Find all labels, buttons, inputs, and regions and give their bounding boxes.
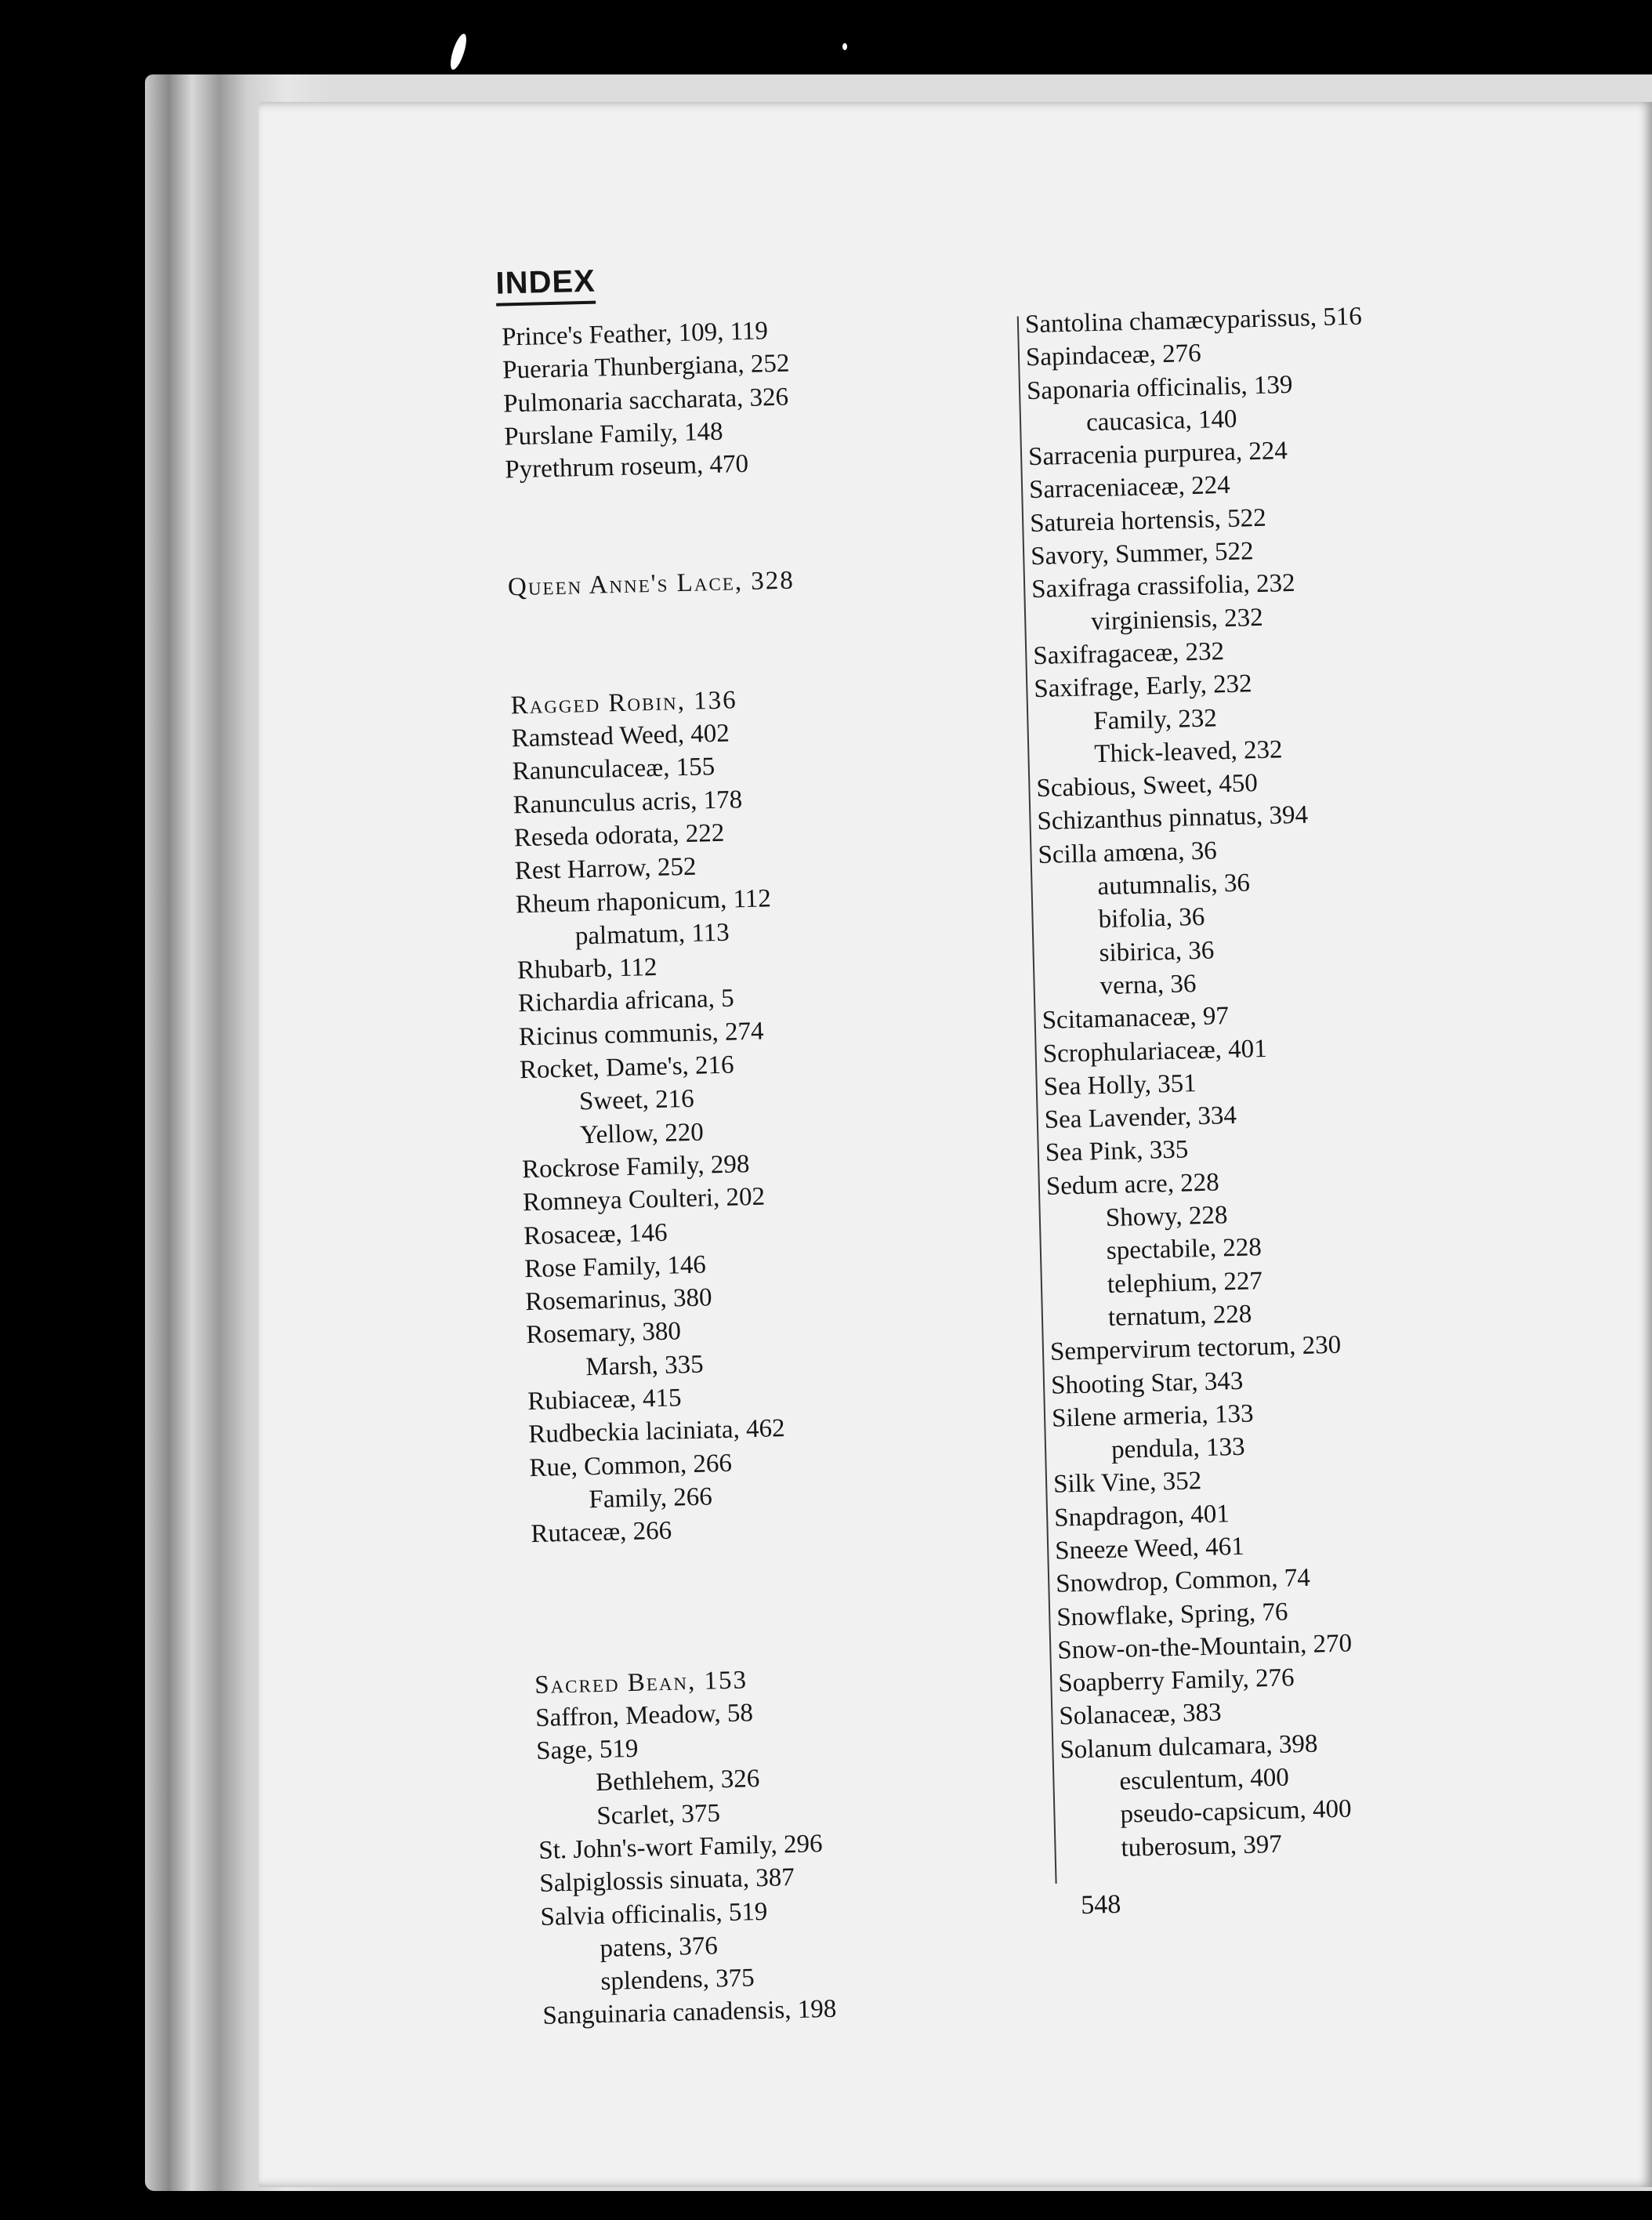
index-entry: Solanaceæ, 383: [1058, 1699, 1222, 1732]
index-subentry: Sweet, 216: [578, 1085, 695, 1116]
index-entry: Scabious, Sweet, 450: [1036, 769, 1259, 803]
index-entry: Sarracenia purpurea, 224: [1027, 437, 1288, 472]
index-subentry: pseudo-capsicum, 400: [1120, 1794, 1352, 1830]
index-entry: Rubiaceæ, 415: [527, 1384, 682, 1417]
index-entry: Ricinus communis, 274: [518, 1017, 764, 1052]
index-entry: Rudbeckia laciniata, 462: [527, 1414, 785, 1449]
index-subentry: Family, 266: [589, 1482, 713, 1514]
index-entry: Rosemary, 380: [525, 1317, 682, 1350]
index-entry: Ragged Robin, 136: [510, 686, 738, 720]
index-entry: Sanguinaria canadensis, 198: [542, 1995, 837, 2031]
index-entry: Rockrose Family, 298: [521, 1150, 750, 1184]
index-subentry: spectabile, 228: [1106, 1233, 1263, 1266]
index-entry: Savory, Summer, 522: [1030, 537, 1254, 571]
index-entry: Sea Lavender, 334: [1044, 1101, 1237, 1135]
page-number: 548: [1080, 1889, 1121, 1921]
index-subentry: palmatum, 113: [574, 918, 730, 951]
index-subentry: sibirica, 36: [1099, 936, 1215, 967]
index-entry: Reseda odorata, 222: [513, 818, 725, 853]
index-subentry: Marsh, 335: [585, 1350, 705, 1382]
film-speck: [447, 32, 469, 71]
index-subentry: caucasica, 140: [1085, 404, 1237, 437]
index-entry: Snowdrop, Common, 74: [1055, 1564, 1311, 1599]
index-subentry: tuberosum, 397: [1121, 1830, 1283, 1863]
index-entry: Saponaria officinalis, 139: [1026, 370, 1293, 405]
index-entry: Solanum dulcamara, 398: [1060, 1729, 1318, 1765]
index-entry: Salpiglossis sinuata, 387: [538, 1863, 795, 1899]
index-page: [486, 241, 1546, 2031]
index-subentry: Thick-leaved, 232: [1093, 735, 1283, 769]
index-entry: Scilla amœna, 36: [1038, 836, 1218, 869]
index-entry: Rosemarinus, 380: [524, 1283, 712, 1317]
index-entry: Ranunculus acris, 178: [513, 785, 743, 820]
index-entry: Pulmonaria saccharata, 326: [502, 383, 789, 419]
index-subentry: virginiensis, 232: [1090, 603, 1264, 636]
index-entry: Sarraceniaceæ, 224: [1028, 471, 1231, 505]
index-entry: Sedum acre, 228: [1045, 1168, 1220, 1201]
index-entry: Rue, Common, 266: [529, 1449, 733, 1482]
index-entry: Scitamanaceæ, 97: [1042, 1002, 1230, 1036]
section-gap: [509, 618, 995, 663]
index-entry: Rest Harrow, 252: [514, 852, 697, 886]
index-entry: Romneya Coulteri, 202: [522, 1182, 766, 1217]
index-subentry: Showy, 228: [1105, 1201, 1228, 1233]
index-entry: Saffron, Meadow, 58: [534, 1699, 754, 1732]
index-entry: Snow-on-the-Mountain, 270: [1056, 1629, 1353, 1665]
index-entry: Rutaceæ, 266: [531, 1516, 672, 1549]
index-entry: Rheum rhaponicum, 112: [515, 883, 772, 919]
index-entry: Queen Anne's Lace, 328: [507, 566, 795, 602]
index-subentry: Yellow, 220: [579, 1118, 705, 1150]
film-speck: [842, 43, 847, 50]
index-entry: Soapberry Family, 276: [1057, 1663, 1295, 1698]
index-entry: Purslane Family, 148: [503, 417, 723, 452]
index-subentry: esculentum, 400: [1119, 1763, 1290, 1796]
index-column-right: [1025, 296, 1549, 1866]
index-entry: Ramstead Weed, 402: [511, 719, 730, 753]
index-entry: Rhubarb, 112: [516, 953, 658, 985]
index-subentry: telephium, 227: [1107, 1266, 1263, 1299]
index-entry: Sage, 519: [535, 1734, 639, 1766]
page-heading: INDEX: [495, 264, 596, 307]
index-entry: Richardia africana, 5: [517, 985, 735, 1018]
index-subentry: Scarlet, 375: [596, 1798, 721, 1830]
index-entry: Saxifrage, Early, 232: [1033, 669, 1253, 704]
index-subentry: bifolia, 36: [1098, 903, 1205, 934]
index-subentry: patens, 376: [600, 1932, 719, 1963]
index-subentry: ternatum, 228: [1107, 1300, 1252, 1332]
index-entry: Sempervirum tectorum, 230: [1049, 1330, 1342, 1367]
index-entry: Salvia officinalis, 519: [540, 1897, 768, 1932]
index-entry: Pueraria Thunbergiana, 252: [502, 349, 790, 385]
index-entry: Satureia hortensis, 522: [1029, 503, 1267, 538]
index-subentry: autumnalis, 36: [1097, 869, 1251, 901]
index-entry: Sneeze Weed, 461: [1054, 1532, 1245, 1565]
index-entry: Sea Pink, 335: [1045, 1135, 1189, 1168]
index-subentry: verna, 36: [1100, 970, 1197, 1001]
index-entry: Saxifragaceæ, 232: [1032, 637, 1225, 671]
index-entry: Snowflake, Spring, 76: [1056, 1598, 1288, 1632]
index-subentry: splendens, 375: [600, 1964, 755, 1997]
index-entry: Shooting Star, 343: [1050, 1366, 1244, 1400]
index-entry: Pyrethrum roseum, 470: [504, 450, 749, 484]
index-entry: Prince's Feather, 109, 119: [501, 317, 769, 352]
index-entry: Ranunculaceæ, 155: [512, 753, 716, 786]
index-entry: Rosaceæ, 146: [523, 1218, 668, 1250]
index-entry: Schizanthus pinnatus, 394: [1037, 801, 1309, 836]
index-entry: Silk Vine, 352: [1052, 1467, 1202, 1500]
index-entry: Saxifraga crassifolia, 232: [1031, 569, 1295, 604]
index-entry: Snapdragon, 401: [1053, 1499, 1230, 1533]
index-subentry: Bethlehem, 326: [595, 1765, 760, 1797]
section-gap: [532, 1565, 1020, 1642]
index-entry: Sapindaceæ, 276: [1025, 339, 1202, 372]
index-entry: Rose Family, 146: [523, 1250, 707, 1284]
index-subentry: Family, 232: [1092, 703, 1218, 735]
index-entry: Rocket, Dame's, 216: [519, 1050, 734, 1085]
index-entry: St. John's-wort Family, 296: [538, 1830, 823, 1865]
index-subentry: pendula, 133: [1110, 1432, 1245, 1465]
index-entry: Scrophulariaceæ, 401: [1042, 1034, 1268, 1068]
index-entry: Silene armeria, 133: [1051, 1399, 1254, 1433]
index-entry: Sacred Bean, 153: [534, 1665, 748, 1699]
index-entry: Sea Holly, 351: [1043, 1068, 1197, 1101]
section-gap: [506, 501, 993, 546]
index-column-left: [502, 309, 1029, 2033]
index-entry: Santolina chamæcyparissus, 516: [1024, 302, 1363, 339]
